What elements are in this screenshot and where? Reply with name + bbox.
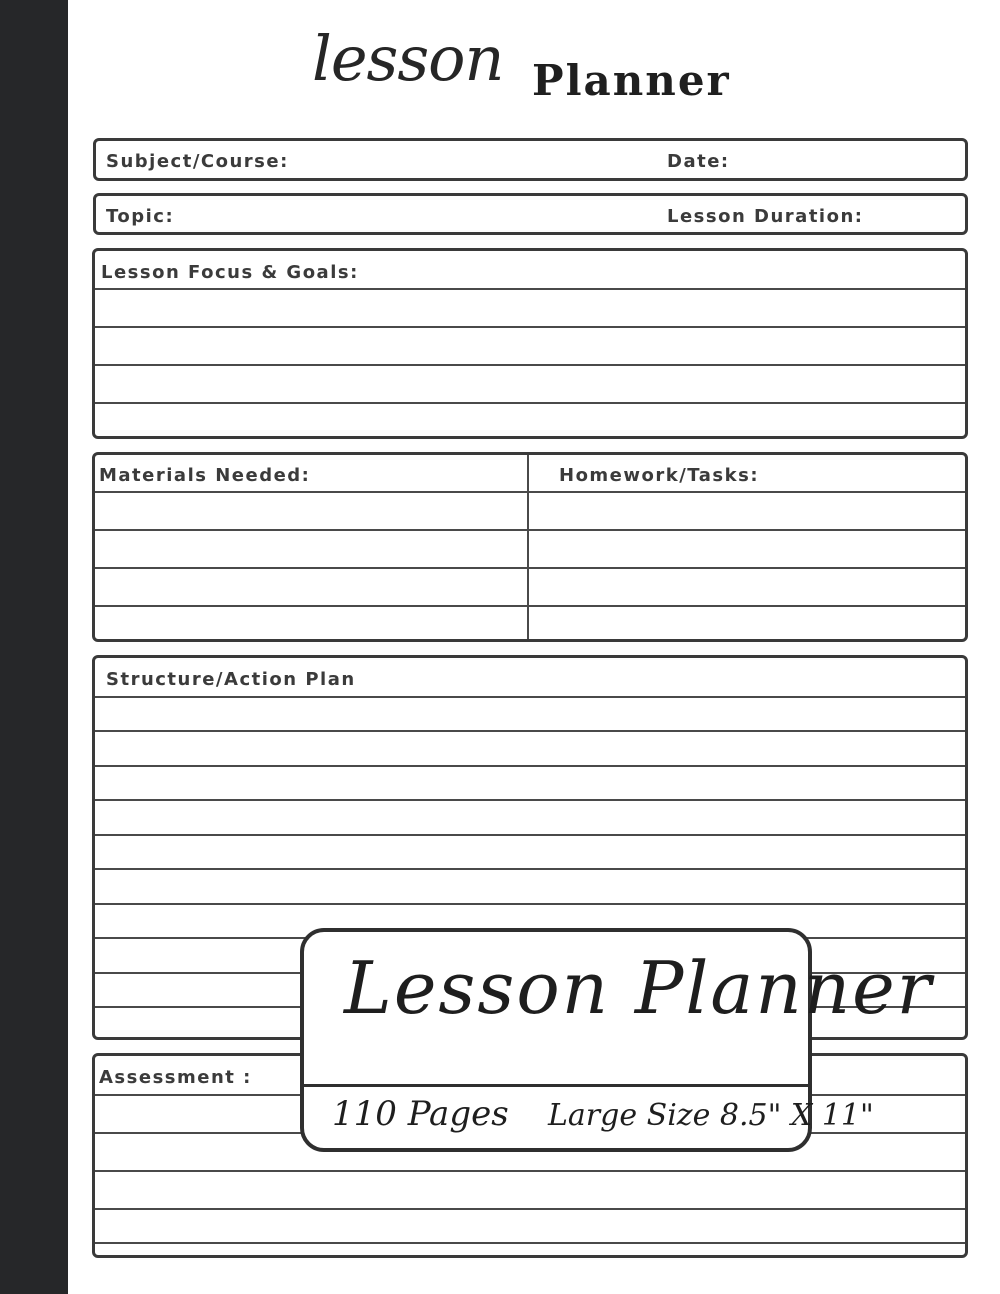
subject-date-box[interactable] <box>93 138 968 181</box>
materials-label: Materials Needed: <box>99 465 311 486</box>
title-script: lesson <box>312 22 504 95</box>
duration-label: Lesson Duration: <box>667 206 864 227</box>
materials-line <box>95 529 965 531</box>
topic-duration-box[interactable] <box>93 193 968 235</box>
materials-line <box>95 567 965 569</box>
badge-pages: 110 Pages <box>332 1094 509 1134</box>
assessment-label: Assessment : <box>99 1067 252 1088</box>
topic-label: Topic: <box>106 206 175 227</box>
assessment-line <box>95 1208 965 1210</box>
structure-label: Structure/Action Plan <box>106 669 356 690</box>
page-title <box>0 22 1000 122</box>
structure-line <box>95 799 965 801</box>
badge-title: Lesson Planner <box>344 946 934 1030</box>
structure-line <box>95 834 965 836</box>
focus-line <box>95 326 965 328</box>
structure-line <box>95 903 965 905</box>
badge-size: Large Size 8.5" X 11" <box>548 1098 874 1133</box>
materials-line <box>95 491 965 493</box>
cover-badge <box>300 928 934 1152</box>
book-spine <box>0 0 68 1294</box>
structure-line <box>95 868 965 870</box>
materials-line <box>95 605 965 607</box>
column-divider <box>527 455 529 639</box>
focus-goals-box[interactable] <box>92 248 968 439</box>
focus-label: Lesson Focus & Goals: <box>101 262 359 283</box>
structure-line <box>95 730 965 732</box>
badge-divider <box>304 1084 808 1087</box>
homework-label: Homework/Tasks: <box>559 465 760 486</box>
focus-line <box>95 402 965 404</box>
materials-homework-box[interactable] <box>92 452 968 642</box>
assessment-line <box>95 1170 965 1172</box>
focus-line <box>95 364 965 366</box>
assessment-line <box>95 1242 965 1244</box>
structure-line <box>95 765 965 767</box>
title-bold: Planner <box>532 56 731 105</box>
subject-label: Subject/Course: <box>106 151 289 172</box>
focus-line <box>95 288 965 290</box>
date-label: Date: <box>667 151 730 172</box>
structure-line <box>95 696 965 698</box>
